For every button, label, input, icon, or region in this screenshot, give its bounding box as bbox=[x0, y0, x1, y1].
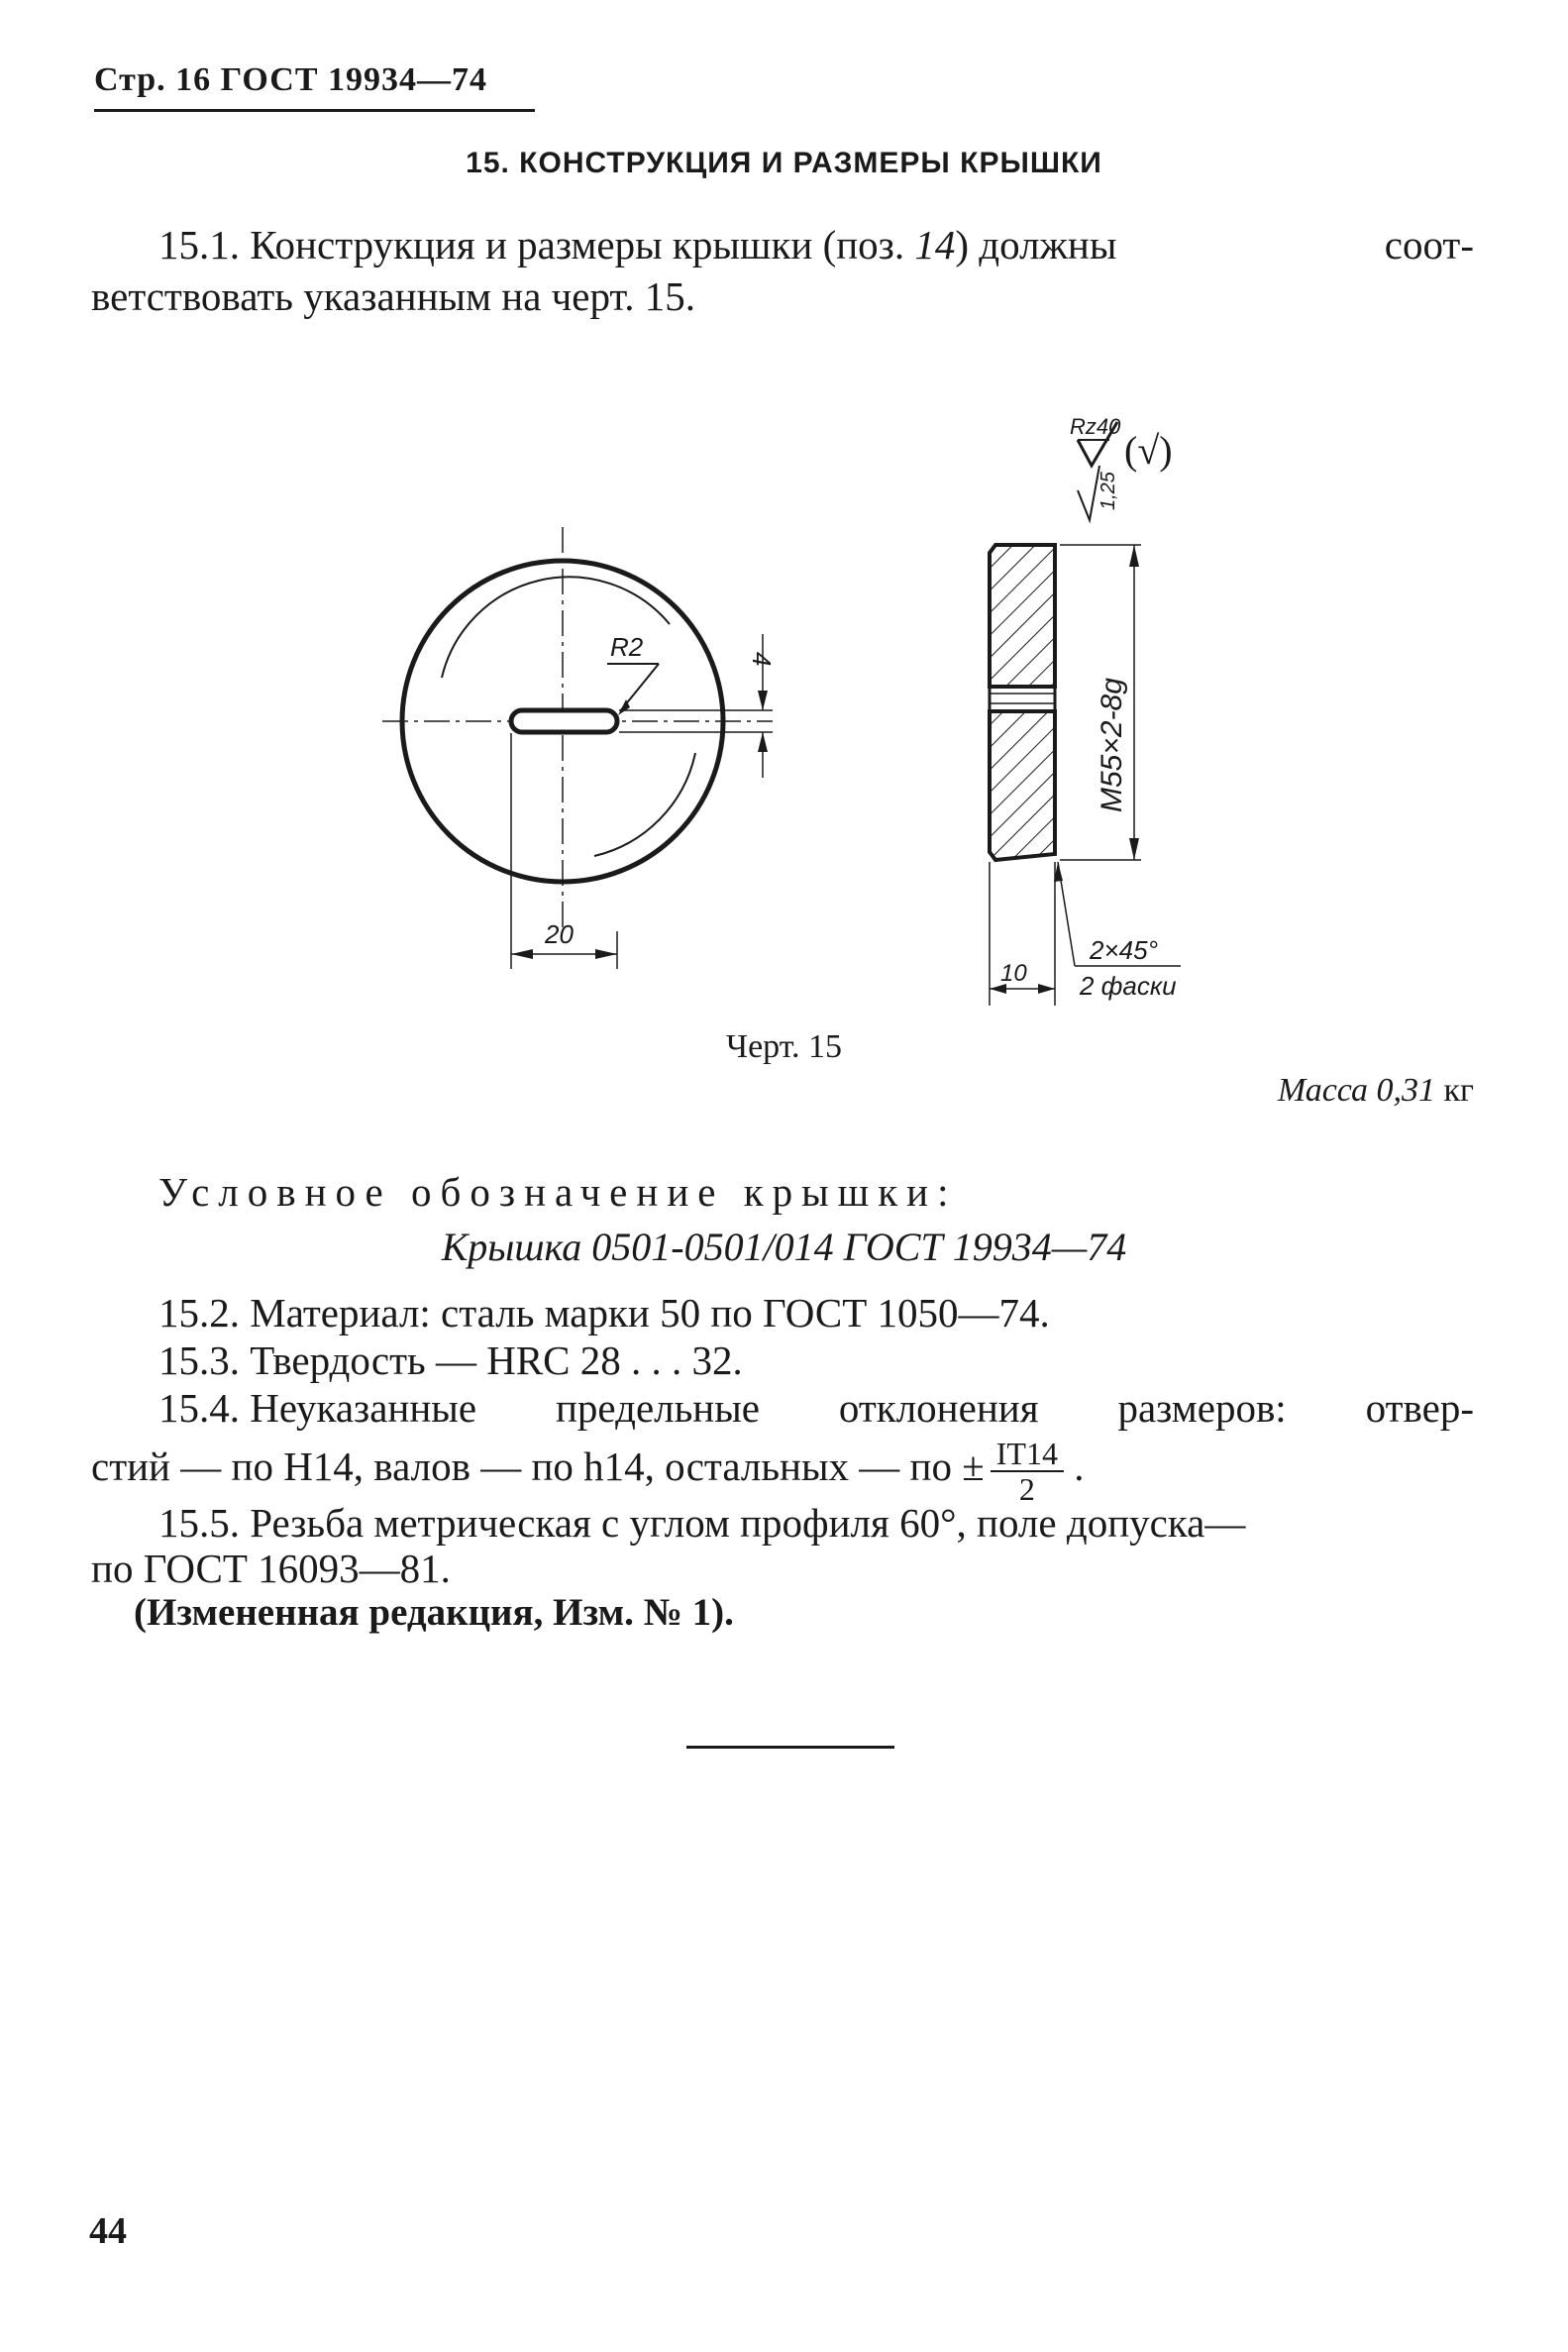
section-upper bbox=[990, 545, 1055, 687]
p15-1-text-c: соот- bbox=[1384, 222, 1474, 267]
thickness-label: 10 bbox=[1000, 960, 1027, 987]
slot-len-arrow-right bbox=[595, 949, 617, 959]
slot-width-label: 4 bbox=[747, 652, 777, 667]
thread-arc-bottom bbox=[594, 753, 695, 856]
p15-4-word-d: размеров: bbox=[1117, 1385, 1287, 1431]
paragraph-15-5-line1: 15.5. Резьба метрическая с углом профиля 60°, поле допуска— bbox=[158, 1500, 1246, 1546]
slot-length-label: 20 bbox=[545, 919, 574, 949]
p15-4-word-a: 15.4. Неуказанные bbox=[158, 1385, 477, 1431]
drawing-svg bbox=[376, 396, 1228, 1030]
designation-heading: Условное обозначение крышки: bbox=[158, 1169, 958, 1215]
slot-len-arrow-left bbox=[511, 949, 533, 959]
chamfer-count-label: 2 фаски bbox=[1080, 971, 1177, 1001]
chamfer-roughness-icon bbox=[1078, 466, 1099, 520]
mass-value: 0,31 bbox=[1376, 1072, 1436, 1109]
slot bbox=[511, 710, 617, 732]
figure-caption: Черт. 15 bbox=[725, 1028, 843, 1065]
paragraph-15-1-line2: ветствовать указанным на черт. 15. bbox=[91, 273, 696, 319]
slot-dim-arrow-bottom bbox=[758, 732, 768, 752]
paragraph-15-2: 15.2. Материал: сталь марки 50 по ГОСТ 1050—74. bbox=[158, 1290, 1050, 1336]
radius-label: R2 bbox=[610, 632, 644, 662]
paragraph-15-4-line2 bbox=[91, 1427, 1084, 1506]
designation-value: Крышка 0501-0501/014 ГОСТ 19934—74 bbox=[441, 1225, 1127, 1269]
p15-4-line2-end: . bbox=[1074, 1443, 1085, 1489]
paragraph-15-1-line1 bbox=[158, 220, 1474, 269]
section-lower bbox=[990, 711, 1055, 860]
mass-unit: кг bbox=[1443, 1072, 1474, 1109]
end-rule bbox=[686, 1746, 894, 1749]
roughness-paren: (√) bbox=[1124, 428, 1173, 473]
fraction-numerator: IT14 bbox=[991, 1437, 1064, 1472]
thread-arrow-top bbox=[1129, 545, 1139, 567]
p15-4-line2-text: стий — по Н14, валов — по h14, остальных — по ± bbox=[91, 1443, 985, 1489]
p15-4-word-c: отклонения bbox=[838, 1385, 1039, 1431]
roughness-label: Rz40 bbox=[1070, 414, 1121, 439]
p15-1-text-a: 15.1. Конструкция и размеры крышки (поз. bbox=[158, 222, 905, 267]
chamfer-label: 2×45° bbox=[1090, 935, 1158, 965]
front-view bbox=[382, 527, 777, 969]
thread-arc-top bbox=[442, 577, 670, 678]
p15-1-text-b: ) должны bbox=[955, 222, 1117, 267]
header-rule bbox=[94, 109, 535, 112]
section-title: 15. КОНСТРУКЦИЯ И РАЗМЕРЫ КРЫШКИ bbox=[466, 147, 1102, 179]
mass-line bbox=[1278, 1072, 1474, 1110]
paragraph-15-4-line1 bbox=[158, 1383, 1474, 1433]
side-view bbox=[990, 414, 1181, 1006]
paragraph-15-5-line2: по ГОСТ 16093—81. bbox=[91, 1546, 451, 1591]
thread-arrow-bottom bbox=[1129, 838, 1139, 860]
fraction bbox=[991, 1437, 1064, 1506]
thread-label: M55×2-8g bbox=[1096, 678, 1128, 812]
slot-dim-arrow-top bbox=[758, 691, 768, 710]
p15-4-word-e: отвер- bbox=[1365, 1385, 1474, 1431]
chamfer-small-label: 1,25 bbox=[1098, 472, 1119, 510]
thickness-arrow-right bbox=[1038, 984, 1055, 994]
mass-label: Масса bbox=[1277, 1072, 1369, 1109]
running-head: Стр. 16 ГОСТ 19934—74 bbox=[94, 61, 488, 98]
p15-4-word-b: предельные bbox=[555, 1385, 760, 1431]
drawing-figure-15 bbox=[376, 396, 1228, 1030]
fraction-denominator: 2 bbox=[1018, 1470, 1035, 1507]
p15-1-pos: 14 bbox=[914, 222, 956, 267]
amendment-note: (Измененная редакция, Изм. № 1). bbox=[134, 1591, 734, 1634]
paragraph-15-3: 15.3. Твердость — HRC 28 . . . 32. bbox=[158, 1337, 743, 1383]
page-number: 44 bbox=[89, 2210, 127, 2252]
